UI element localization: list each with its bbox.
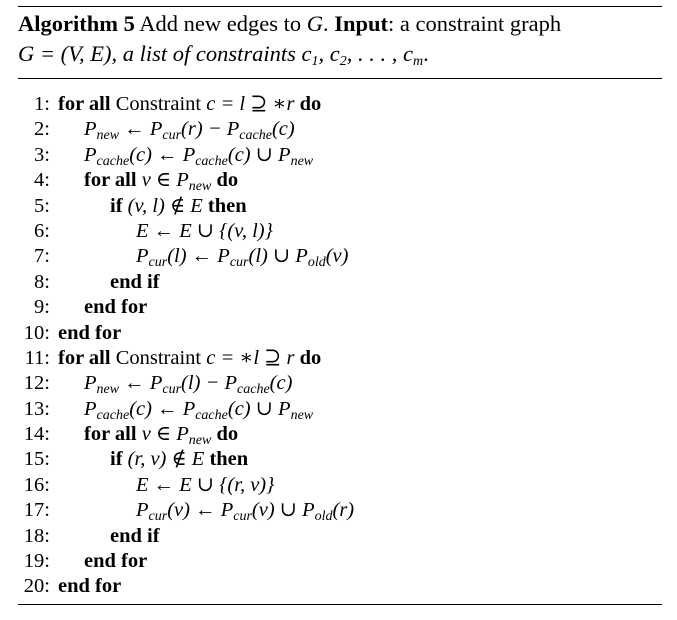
- keyword: end if: [110, 524, 160, 547]
- algorithm-line: [18, 473, 354, 498]
- line-number: 10:: [23, 321, 50, 344]
- line-number: 15:: [23, 448, 50, 471]
- algorithm-line: [18, 524, 354, 549]
- math-subscript: cur: [229, 255, 249, 271]
- keyword: end if: [110, 270, 160, 293]
- bottom-rule: [18, 604, 662, 605]
- math-expression: (l) ← P: [167, 245, 230, 268]
- keyword: then: [202, 194, 247, 217]
- math-expression: c = l ⊇ ∗r: [206, 93, 295, 115]
- line-number: 18:: [23, 524, 50, 547]
- math-subscript: new: [96, 128, 120, 144]
- math-subscript: old: [307, 255, 326, 271]
- math-expression: E ← E ∪ {(r, v)}: [136, 473, 275, 496]
- keyword: do: [294, 93, 322, 115]
- math-expression: ← P: [119, 118, 163, 141]
- math-expression: (c) ← P: [129, 143, 196, 166]
- input-sub-m: m: [413, 54, 424, 69]
- line-number: 2:: [34, 118, 50, 141]
- caption-rule: [18, 78, 662, 79]
- math-expression: E ← E ∪ {(v, l)}: [136, 219, 273, 242]
- line-number: 11:: [24, 346, 50, 369]
- math-subscript: cur: [162, 128, 182, 144]
- math-subscript: cache: [237, 382, 270, 398]
- line-number: 8:: [34, 270, 50, 293]
- algorithm-line: [18, 194, 354, 219]
- algorithm-line: [18, 244, 354, 269]
- algorithm-line: [18, 270, 354, 295]
- line-number: 13:: [23, 397, 50, 420]
- line-number: 17:: [23, 499, 50, 522]
- keyword: end for: [58, 575, 122, 598]
- line-number: 12:: [23, 372, 50, 395]
- algorithm-line: [18, 168, 354, 193]
- keyword: end for: [84, 550, 148, 573]
- math-expression: P: [84, 143, 97, 166]
- math-subscript: old: [314, 509, 333, 525]
- math-subscript: cur: [148, 255, 168, 271]
- algorithm-line: [18, 397, 354, 422]
- line-text: Constraint: [110, 346, 207, 369]
- math-expression: (v, l) ∉ E: [122, 194, 203, 217]
- math-expression: P: [84, 118, 97, 141]
- math-expression: (c): [269, 372, 293, 395]
- math-expression: (v): [325, 245, 349, 268]
- math-expression: P: [84, 397, 97, 420]
- math-subscript: cur: [233, 509, 252, 525]
- input-label: Input: [334, 11, 389, 36]
- keyword: for all: [84, 423, 137, 446]
- math-expression: (c) ∪ P: [227, 397, 291, 420]
- input-text-2: G = (V, E), a list of constraints c: [18, 41, 312, 66]
- algorithm-block: [18, 0, 662, 620]
- algorithm-line: [18, 321, 354, 346]
- math-subscript: cache: [195, 407, 228, 423]
- keyword: end for: [84, 296, 148, 319]
- line-number: 4:: [34, 169, 50, 192]
- algorithm-caption: Algorithm 5 Add new edges to G. Input: a constraint graph G = (V, E), a list of constraints $c_1$, $c_2$, . . . , $c_m$.: [18, 11, 562, 69]
- graph-symbol: G: [306, 11, 323, 36]
- keyword: do: [211, 423, 239, 446]
- algorithm-line: [18, 219, 354, 244]
- math-subscript: cur: [148, 509, 168, 525]
- algorithm-title: Add new edges to: [139, 11, 302, 36]
- keyword: do: [294, 346, 322, 369]
- math-subscript: cache: [96, 153, 130, 169]
- input-text-4: , . . . , c: [346, 41, 414, 66]
- line-number: 16:: [23, 473, 50, 496]
- math-subscript: cache: [96, 407, 130, 423]
- math-subscript: cache: [195, 153, 228, 169]
- input-sub-1: 1: [311, 54, 319, 69]
- algorithm-line: [18, 498, 354, 523]
- keyword: for all: [58, 93, 111, 115]
- algorithm-line: [18, 346, 354, 371]
- math-expression: (v) ∪ P: [251, 499, 315, 522]
- keyword: if: [110, 194, 123, 217]
- input-text-3: , c: [318, 41, 340, 66]
- keyword: for all: [84, 169, 137, 192]
- math-expression: (c) ← P: [129, 397, 196, 420]
- math-subscript: new: [290, 153, 314, 169]
- math-expression: v ∈ P: [136, 423, 189, 446]
- math-expression: P: [136, 245, 149, 268]
- math-expression: (l) ∪ P: [248, 245, 308, 268]
- math-expression: c = ∗l ⊇ r: [206, 346, 295, 369]
- line-number: 3:: [34, 143, 50, 166]
- algorithm-line: [18, 422, 354, 447]
- line-number: 9:: [34, 296, 50, 319]
- math-expression: (r, v) ∉ E: [122, 448, 205, 471]
- math-subscript: new: [188, 179, 212, 195]
- math-subscript: new: [290, 407, 314, 423]
- math-expression: (l) − P: [181, 372, 238, 395]
- line-number: 7:: [34, 245, 50, 268]
- keyword: end for: [58, 321, 122, 344]
- algorithm-line: [18, 143, 354, 168]
- line-number: 5:: [34, 194, 50, 217]
- algorithm-line: [18, 371, 354, 396]
- algorithm-heading: Algorithm 5: [18, 11, 135, 36]
- math-subscript: new: [188, 433, 212, 449]
- input-text-1: : a constraint graph: [388, 11, 562, 36]
- line-number: 14:: [23, 423, 50, 446]
- math-expression: (c): [271, 118, 295, 141]
- math-expression: P: [84, 372, 97, 395]
- top-rule: [18, 6, 662, 7]
- keyword: do: [211, 169, 239, 192]
- line-number: 6:: [34, 219, 50, 242]
- math-subscript: cur: [162, 382, 182, 398]
- algorithm-line: [18, 447, 354, 472]
- input-sub-2: 2: [339, 54, 347, 69]
- input-end: .: [423, 41, 429, 66]
- keyword: then: [204, 448, 249, 471]
- math-expression: ← P: [119, 372, 163, 395]
- math-expression: v ∈ P: [136, 169, 189, 192]
- algorithm-line: [18, 92, 354, 117]
- math-subscript: cache: [239, 128, 272, 144]
- line-text: Constraint: [110, 93, 207, 115]
- math-expression: (r) − P: [181, 118, 240, 141]
- algorithm-line: [18, 117, 354, 142]
- algorithm-lines: [18, 92, 354, 600]
- math-expression: (c) ∪ P: [227, 143, 291, 166]
- line-number: 19:: [23, 550, 50, 573]
- keyword: for all: [58, 346, 111, 369]
- algorithm-line: [18, 549, 354, 574]
- keyword: if: [110, 448, 123, 471]
- math-expression: (v) ← P: [167, 499, 234, 522]
- algorithm-line: [18, 574, 354, 599]
- math-subscript: new: [96, 382, 120, 398]
- algorithm-line: [18, 295, 354, 320]
- line-number: 1:: [34, 93, 50, 115]
- line-number: 20:: [23, 575, 50, 598]
- math-expression: (r): [332, 499, 355, 522]
- math-expression: P: [136, 499, 149, 522]
